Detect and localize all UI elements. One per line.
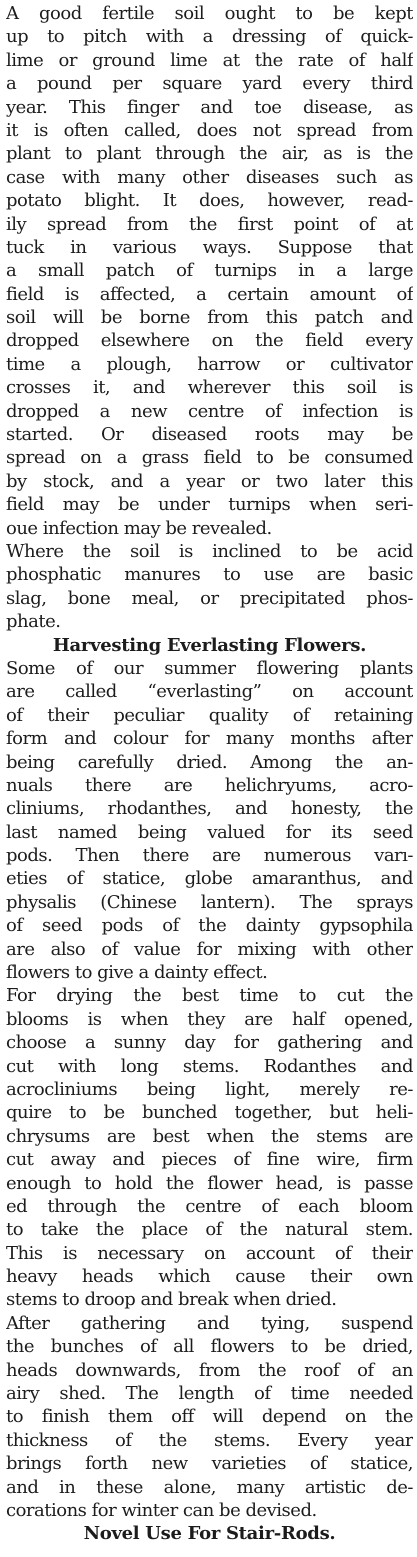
text-line: being carefully dried. Among the an- [6,751,413,773]
text-line: crosses it, and wherever this soil is [6,377,413,399]
text-line: potato blight. It does, however, read- [6,190,413,212]
text-line: are also of value for mixing with other [6,938,413,960]
text-line: enough to hold the flower head, is passe [6,1172,413,1194]
paragraph [6,540,413,634]
text-line: last named being valued for its seed [6,821,413,843]
text-line: to finish them off will depend on the [6,1406,413,1428]
paragraph [6,1312,413,1523]
text-line: slag, bone meal, or precipitated phos- [6,587,413,609]
text-line: of their peculiar quality of retaining [6,704,413,726]
text-line: field may be under turnips when seri- [6,494,413,516]
text-line: nuals there are helichryums, acro- [6,774,413,796]
text-line: Some of our summer flowering plants [6,657,413,679]
text-line: choose a sunny day for gathering and [6,1032,413,1054]
text-line: field is affected, a certain amount of [6,283,413,305]
text-line: brings forth new varieties of statice, [6,1453,413,1475]
section-heading: Harvesting Everlasting Flowers. [52,634,367,656]
text-line: acrocliniums being light, merely re- [6,1078,413,1100]
text-line: cliniums, rhodanthes, and honesty, the [6,798,413,820]
text-line: eties of statice, globe amaranthus, and [6,868,413,890]
text-line: phate. [6,611,61,633]
paragraph [6,2,413,540]
text-line: form and colour for many months after [6,728,413,750]
text-line: quire to be bunched together, but heli- [6,1102,413,1124]
text-line: For drying the best time to cut the [6,985,413,1007]
text-line: A good fertile soil ought to be kept [6,3,413,24]
text-line: flowers to give a dainty effect. [6,962,268,984]
text-line: to take the place of the natural stem. [6,1219,413,1241]
text-line: it is often called, does not spread from [6,119,413,141]
text-line: phosphatic manures to use are basic [6,564,413,586]
text-line: by stock, and a year or two later this [6,470,413,492]
text-line: ed through the centre of each bloom [6,1195,413,1217]
text-line: thickness of the stems. Every year [6,1429,413,1451]
text-line: a pound per square yard every third [6,73,413,95]
text-line: stems to droop and break when dried. [6,1289,337,1311]
text-line: and in these alone, many artistic de- [6,1476,413,1498]
paragraph [6,984,413,1311]
text-line: of seed pods of the dainty gypsophila [6,915,413,937]
text-line: time a plough, harrow or cultivator [6,353,413,375]
text-line: corations for winter can be devised. [6,1500,317,1521]
text-line: This is necessary on account of their [6,1242,413,1264]
text-line: oue infection may be revealed. [6,517,272,539]
text-line: chrysums are best when the stems are [6,1125,413,1147]
text-line: heads downwards, from the roof of an [6,1359,413,1381]
text-line: case with many other diseases such as [6,166,413,188]
text-line: started. Or diseased roots may be [6,424,413,446]
text-line: soil will be borne from this patch and [6,307,413,329]
text-line: up to pitch with a dressing of quick- [6,26,413,48]
text-line: physalis (Chinese lantern). The sprays [6,891,413,913]
text-line: the bunches of all flowers to be dried, [6,1336,413,1358]
text-line: After gathering and tying, suspend [6,1312,413,1334]
text-line: airy shed. The length of time needed [6,1383,413,1405]
text-line: year. This finger and toe disease, as [6,96,413,118]
paragraph [6,657,413,984]
text-line: ily spread from the first point of at [6,213,413,235]
text-line: pods. Then there are numerous varı- [6,845,413,867]
text-line: plant to plant through the air, as is the [6,143,413,165]
text-line: lime or ground lime at the rate of half [6,49,413,71]
text-line: cut with long stems. Rodanthes and [6,1055,413,1077]
text-line: Where the soil is inclined to be acid [6,540,413,562]
text-line: tuck in various ways. Suppose that [6,236,413,258]
text-line: are called “everlasting” on account [6,681,413,703]
text-line: heavy heads which cause their own [6,1266,413,1288]
text-line: a small patch of turnips in a large [6,260,413,282]
text-line: blooms is when they are half opened, [6,1008,413,1030]
section-heading: Novel Use For Stair-Rods. [83,1523,336,1545]
text-line: dropped elsewhere on the field every [6,330,413,352]
text-line: dropped a new centre of infection is [6,400,413,422]
text-line: cut away and pieces of fine wire, firm [6,1149,413,1171]
text-line: spread on a grass field to be consumed [6,447,413,469]
